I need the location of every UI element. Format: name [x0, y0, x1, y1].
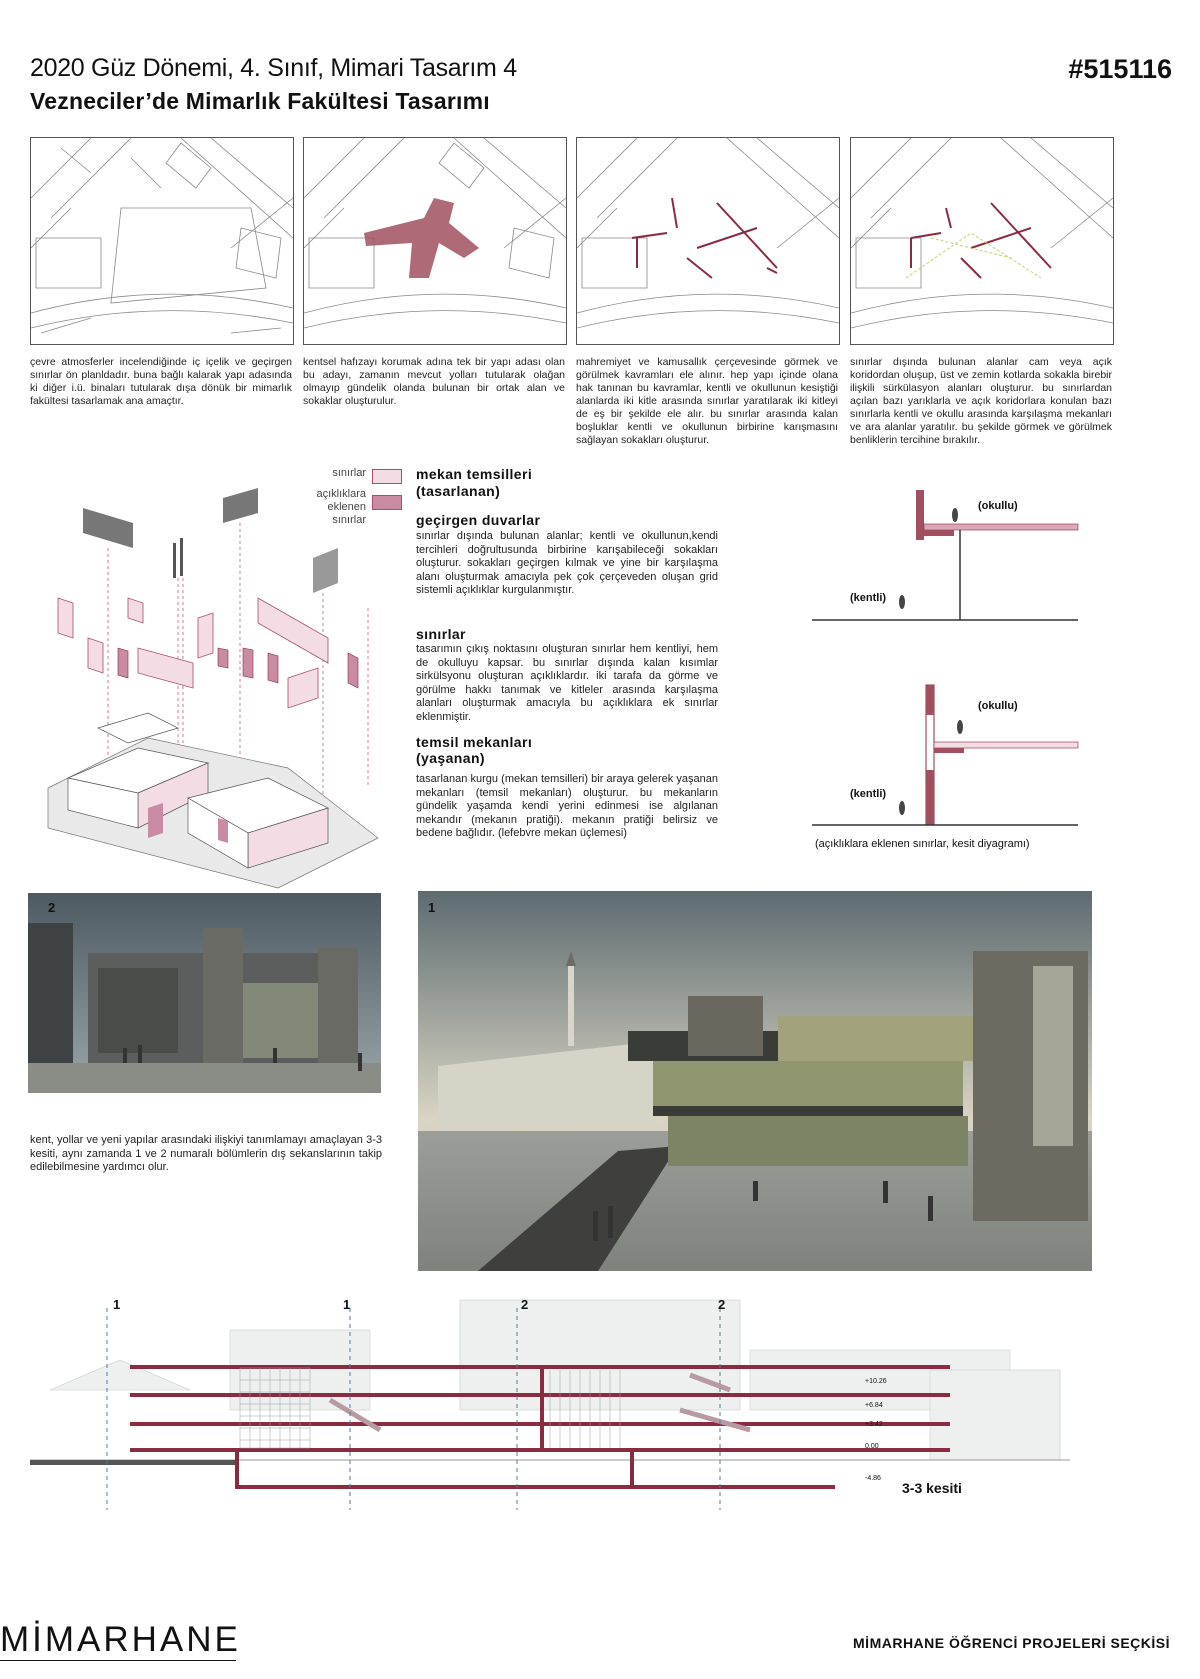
site-map-4-drawing [851, 138, 1113, 344]
mimarhane-logo: MİMARHANE [0, 1620, 241, 1659]
legend-line-3: sınırlar [332, 514, 366, 526]
section-title-mekan-sub: (tasarlanan) [416, 483, 501, 499]
level-000: 0.00 [865, 1443, 879, 1450]
render-1-image [418, 891, 1092, 1271]
legend-swatch-sinirlar [372, 469, 402, 484]
label-okullu-2: (okullu) [978, 700, 1018, 712]
render-caption: kent, yollar ve yeni yapılar arasındaki ilişkiyi tanımlamayı amaçlayan 3-3 kesiti, aynı zamanda 1 ve 2 numaralı bölümlerin dış sekanslarının takip edilebilmesine yardımcı olur. [30, 1134, 382, 1174]
exploded-axonometric [28, 488, 428, 918]
section-title-mekan: mekan temsilleri [416, 466, 533, 482]
level-486: -4.86 [865, 1475, 881, 1482]
legend-swatch-eklenen [372, 495, 402, 510]
site-map-2-drawing [304, 138, 566, 344]
course-title: 2020 Güz Dönemi, 4. Sınıf, Mimari Tasarım 4 [30, 54, 517, 82]
section-marker-1a: 1 [113, 1297, 121, 1312]
site-map-2 [303, 137, 567, 345]
section-diagram-caption: (açıklıklara eklenen sınırlar, kesit diyagramı) [815, 838, 1030, 850]
concept-text-2: kentsel hafızayı korumak adına tek bir yapı adası olan bu adayı, zamanın mevcut yolları tutularak olağan olmayıp gündelik olanda bulunan bir ortak alan ve sokaklar oluşturulur. [303, 356, 565, 407]
render-1-number: 1 [428, 900, 436, 915]
exploded-axonometric-drawing [28, 488, 428, 918]
render-2 [28, 893, 381, 1093]
concept-text-1: çevre atmosferler incelendiğinde iç içelik ve geçirgen sınırlar ön planldadır. buna bağlı kalarak yapı adasında ki diğer i.ü. binaları tutularak dışa dönük bir mimarlık fakültesi tasarlamak ana amaçtır. [30, 356, 292, 407]
level-684: +6.84 [865, 1402, 883, 1409]
render-1 [418, 891, 1092, 1271]
label-kentli-2: (kentli) [850, 788, 887, 800]
label-kentli-1: (kentli) [850, 592, 887, 604]
legend-line-1: açıklıklara [316, 488, 366, 500]
site-map-1 [30, 137, 294, 345]
legend-label-eklenen [290, 488, 366, 527]
logo-underline [0, 1660, 236, 1661]
section-diagrams [800, 480, 1090, 860]
section-marker-2b: 2 [718, 1297, 726, 1312]
section-body-sinirlar: tasarımın çıkış noktasını oluşturan sınırlar hem kentliyi, hem de okulluyu kapsar. bu sınırlar dışında kalan kısımlar sirkülsyonu oluşturan açıklıklardır. iki tarafa da görme ve görülme hakkı tanımak ve kitleler arasında karşılaşma alanları oluşturmak amacıyla bu açıklıklara ek sınırlar eklenmiştir. [416, 643, 718, 723]
section-marker-2a: 2 [521, 1297, 529, 1312]
concept-text-4: sınırlar dışında bulunan alanlar cam veya açık koridordan oluşup, üst ve zemin kotlarda sokakla birebir ilişkili sürkülasyon alanları oluşturur. bu sınırlardan açılan bazı yarıklarla ve açık koridorlara konulan bazı sınırlarla kentli ve okullu arasında karşılaşma mekanları ve ara alanlar yaratılır. bu şekilde görmek ve görülmek benliklerin tercihine bırakılır. [850, 356, 1112, 446]
project-code: #515116 [1068, 54, 1172, 84]
site-map-3-drawing [577, 138, 839, 344]
section-title-sinirlar: sınırlar [416, 626, 466, 642]
section-label: 3-3 kesiti [902, 1480, 962, 1496]
section-marker-1b: 1 [343, 1297, 351, 1312]
site-map-3 [576, 137, 840, 345]
level-1026: +10.26 [865, 1378, 887, 1385]
label-okullu-1: (okullu) [978, 500, 1018, 512]
series-title: MİMARHANE ÖĞRENCİ PROJELERİ SEÇKİSİ [853, 1635, 1170, 1651]
render-2-image [28, 893, 381, 1093]
level-342: +3.42 [865, 1421, 883, 1428]
section-title-temsil-sub: (yaşanan) [416, 750, 485, 766]
section-body-gecirgen: sınırlar dışında bulunan alanlar; kentli ve okullunun,kendi tercihleri doğrultusunda birbirine karışabileceği sokakları oluşturur. sokakları geçirgen kılmak ve yine bir karşılaşma alanı oluşturmak amacıyla pek çok çerçeveden oluşan grid sistemli açıklıklar kurgulanmıştır. [416, 530, 718, 597]
render-2-number: 2 [48, 900, 56, 915]
site-map-4 [850, 137, 1114, 345]
section-title-gecirgen: geçirgen duvarlar [416, 512, 541, 528]
legend-label-sinirlar: sınırlar [332, 467, 366, 479]
legend-line-2: eklenen [327, 501, 366, 513]
site-map-1-drawing [31, 138, 293, 344]
section-body-temsil: tasarlanan kurgu (mekan temsilleri) bir araya gelerek yaşanan mekanları (temsil mekanları) oluşturur. bu mekanların gündelik yaşamda kendi yerini edinmesi ise algılanan mekandır (mekanın pratiği). mekanın pratiği belirsiz ve bedene bağlıdır. (lefebvre mekan üçlemesi) [416, 773, 718, 840]
section-title-temsil: temsil mekanları [416, 734, 533, 750]
concept-text-3: mahremiyet ve kamusallık çerçevesinde görmek ve görülmek kavramları ele alınır. hep yapı içinde olana hak tanınan bu kavramlar, kentli ve okullunun kesiştiği alanlarda iki kitle arasında sınırlar yaratılarak iki kitleyi de eş bir şekilde ele alır. bu sınırlar arasında kalan boşluklar kentli ve okullunun birbirine karışmasını sağlayan sokakları oluşturur. [576, 356, 838, 446]
project-title: Vezneciler’de Mimarlık Fakültesi Tasarımı [30, 88, 490, 114]
